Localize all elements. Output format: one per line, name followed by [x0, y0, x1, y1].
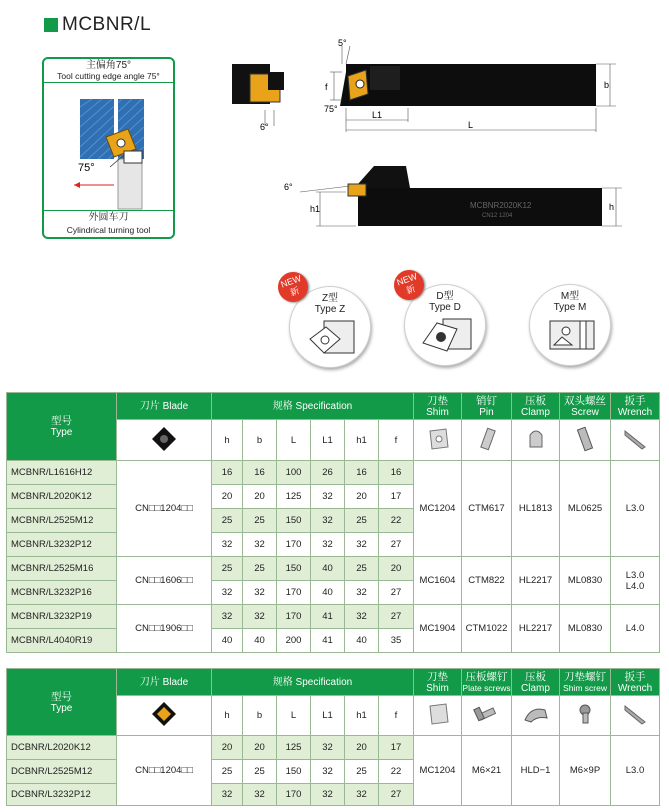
blade-header: 刀片 Blade [117, 669, 212, 696]
spec-col-l: L [277, 420, 311, 461]
type-z-icon [304, 317, 358, 359]
dim-l1-label: L1 [372, 110, 383, 120]
shim-icon [414, 420, 462, 461]
shim-cell: MC1204 [414, 736, 462, 806]
new-badge-z: NEW 新 [274, 268, 312, 306]
plate-screw-header: 压板螺钉 Plate screws [462, 669, 512, 696]
wrench-cell: L3.0 L4.0 [611, 557, 660, 605]
spec-col-b: b [243, 420, 277, 461]
title-square-icon [44, 18, 58, 32]
spec-col-h1: h1 [345, 696, 379, 736]
table-row: DCBNR/L2020K12 CN□□1204□□ 20 20 125 32 20 17 MC1204 M6×21 HLD−1 M6×9P L3.0 [7, 736, 660, 760]
table-row: MCBNR/L3232P16 32 32 170 40 32 27 [7, 581, 660, 605]
spec-col-h: h [212, 696, 243, 736]
shim-cell: MC1604 [414, 557, 462, 605]
clamp-icon [512, 420, 560, 461]
shim-cell: MC1904 [414, 605, 462, 653]
spec-header: 规格 Specification [212, 669, 414, 696]
dim-f-label: f [325, 82, 328, 92]
screw-cell: ML0625 [560, 461, 611, 557]
table-row: MCBNR/L1616H12 CN□□1204□□ 16 16 100 26 16 16 MC1204 CTM617 HL1813 ML0625 L3.0 [7, 461, 660, 485]
spec-col-b: b [243, 696, 277, 736]
blade-cell: CN□□1606□□ [117, 557, 212, 605]
clamp-cell: HLD−1 [512, 736, 560, 806]
spec-table-dcbnr [6, 668, 660, 806]
shim-cell: MC1204 [414, 461, 462, 557]
blade-cell: CN□□1204□□ [117, 736, 212, 806]
screw-cell: ML0830 [560, 557, 611, 605]
spec-col-l1: L1 [311, 420, 345, 461]
dim-h1-label: h1 [310, 204, 321, 214]
plate-screw-icon [462, 696, 512, 736]
type-d-zh: D型 [436, 291, 454, 302]
type-m-circle [529, 284, 611, 366]
blade-header: 刀片 Blade [117, 393, 212, 420]
spec-table-mcbnr [6, 392, 660, 653]
dim-l-label: L [468, 120, 474, 130]
angle-zh-label: 主偏角75° [85, 60, 132, 71]
type-header: 型号 Type [7, 393, 117, 461]
blade-cell: CN□□1906□□ [117, 605, 212, 653]
wrench-cell: L3.0 [611, 736, 660, 806]
table-row: MCBNR/L2525M12 25 25 150 32 25 22 [7, 509, 660, 533]
wrench-icon [611, 696, 660, 736]
rake-angle-top: 6° [260, 122, 269, 132]
angle-en-label: Tool cutting edge angle 75° [57, 71, 160, 81]
type-m-icon [542, 315, 600, 357]
spec-col-f: f [379, 696, 414, 736]
clamp-cell: HL2217 [512, 557, 560, 605]
shim-icon [414, 696, 462, 736]
blade-insert-icon [117, 696, 212, 736]
wrench-header: 扳手 Wrench [611, 669, 660, 696]
clamp-header: 压板 Clamp [512, 393, 560, 420]
shim-screw-cell: M6×9P [560, 736, 611, 806]
spec-col-h1: h1 [345, 420, 379, 461]
cutting-angle-box [42, 57, 175, 239]
screw-icon [560, 420, 611, 461]
table-row: MCBNR/L2525M16 CN□□1606□□ 25 25 150 40 25 20 MC1604 CTM822 HL2217 ML0830 L3.0 L4.0 [7, 557, 660, 581]
dim-b-label: b [604, 80, 610, 90]
shim-screw-icon [560, 696, 611, 736]
spec-col-l: L [277, 696, 311, 736]
tool-en-label: Cylindrical turning tool [66, 225, 151, 235]
shim-header: 刀垫 Shim [414, 669, 462, 696]
wrench-cell: L3.0 [611, 461, 660, 557]
engraving-insert: CN12 1204 [482, 213, 513, 219]
angle-75-label: 75° [78, 162, 95, 174]
wrench-cell: L4.0 [611, 605, 660, 653]
rake-angle-side: 6° [284, 182, 293, 192]
type-m-zh: M型 [560, 291, 580, 302]
pin-cell: CTM822 [462, 557, 512, 605]
table-row: DCBNR/L3232P12 32 32 170 32 32 27 [7, 784, 660, 806]
blade-cell: CN□□1204□□ [117, 461, 212, 557]
screw-header: 双头螺丝 Screw [560, 393, 611, 420]
type-header: 型号 Type [7, 669, 117, 736]
clamp-cell: HL1813 [512, 461, 560, 557]
pin-icon [462, 420, 512, 461]
pin-cell: CTM617 [462, 461, 512, 557]
type-m-en: Type M [553, 302, 587, 313]
table-row: MCBNR/L2020K12 20 20 125 32 20 17 [7, 485, 660, 509]
shim-header: 刀垫 Shim [414, 393, 462, 420]
pin-header: 销钉 Pin [462, 393, 512, 420]
plate-screw-cell: M6×21 [462, 736, 512, 806]
clamp-header: 压板 Clamp [512, 669, 560, 696]
tool-zh-label: 外圆车刀 [88, 212, 129, 223]
table-row: MCBNR/L3232P19 CN□□1906□□ 32 32 170 41 32 27 MC1904 CTM1022 HL2217 ML0830 L4.0 [7, 605, 660, 629]
new-badge-d: NEW 新 [390, 266, 428, 304]
spec-col-h: h [212, 420, 243, 461]
table-row: MCBNR/L4040R19 40 40 200 41 40 35 [7, 629, 660, 653]
wrench-icon [611, 420, 660, 461]
screw-cell: ML0830 [560, 605, 611, 653]
angle-box-footer [44, 210, 173, 237]
tool-drawing [220, 36, 640, 256]
top-angle-label: 5° [338, 38, 347, 48]
side-angle-label: 75° [324, 104, 338, 114]
clamp-cell: HL2217 [512, 605, 560, 653]
clamp-icon [512, 696, 560, 736]
type-z-zh: Z型 [321, 293, 339, 304]
page-title: MCBNR/L [62, 14, 152, 35]
type-d-en: Type D [429, 302, 461, 313]
shim-screw-header: 刀垫螺钉 Shim screw [560, 669, 611, 696]
table-row: DCBNR/L2525M12 25 25 150 32 25 22 [7, 760, 660, 784]
wrench-header: 扳手 Wrench [611, 393, 660, 420]
spec-col-l1: L1 [311, 696, 345, 736]
engraving-model: MCBNR2020K12 [470, 201, 532, 210]
table-row: MCBNR/L3232P12 32 32 170 32 32 27 [7, 533, 660, 557]
blade-insert-icon [117, 420, 212, 461]
pin-cell: CTM1022 [462, 605, 512, 653]
type-z-en: Type Z [314, 304, 346, 315]
spec-col-f: f [379, 420, 414, 461]
dim-h-label: h [609, 202, 615, 212]
type-d-icon [417, 315, 475, 357]
spec-header: 规格 Specification [212, 393, 414, 420]
page-title-block [44, 14, 151, 36]
